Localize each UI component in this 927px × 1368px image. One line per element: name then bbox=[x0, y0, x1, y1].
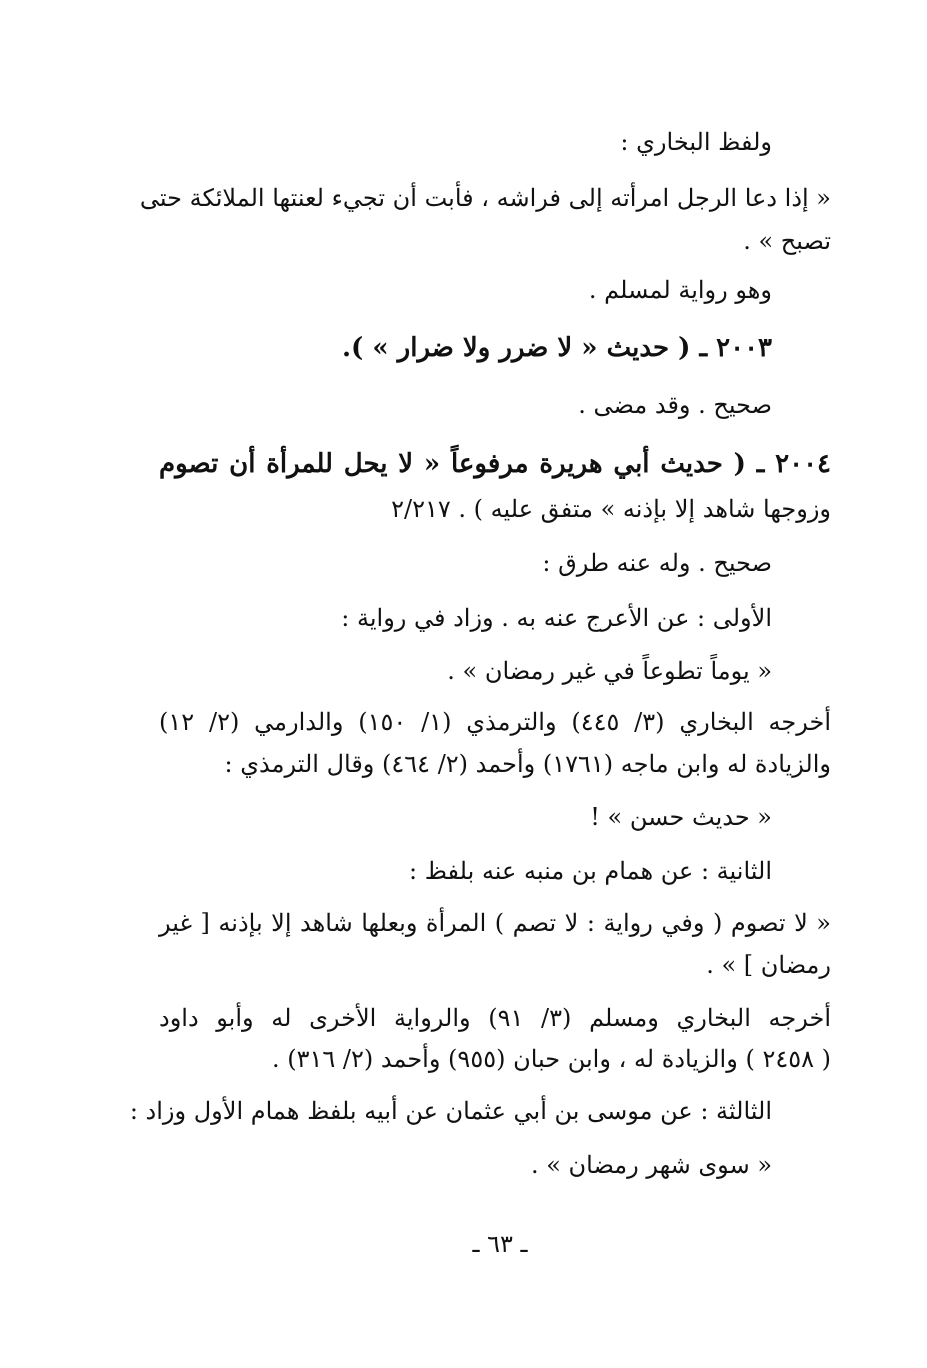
text-line-19: ( ٢٤٥٨ ) والزيادة له ، وابن حبان (٩٥٥) وأحمد (٢/ ٣١٦) . bbox=[271, 1045, 831, 1073]
text-line-9: صحيح . وله عنه طرق : bbox=[542, 549, 772, 577]
text-line-14: « حديث حسن » ! bbox=[590, 803, 772, 831]
text-line-3: تصبح » . bbox=[743, 227, 831, 255]
text-line-11: « يوماً تطوعاً في غير رمضان » . bbox=[447, 657, 772, 685]
text-line-10: الأولى : عن الأعرج عنه به . وزاد في رواية : bbox=[341, 604, 772, 632]
text-line-12: أخرجه البخاري (٣/ ٤٤٥) والترمذي (١/ ١٥٠) والدارمي (٢/ ١٢) bbox=[159, 708, 832, 736]
text-line-6: صحيح . وقد مضى . bbox=[578, 391, 772, 419]
text-line-20: الثالثة : عن موسى بن أبي عثمان عن أبيه بلفظ همام الأول وزاد : bbox=[129, 1097, 772, 1125]
page-number: ـ ٦٣ ـ bbox=[472, 1230, 528, 1258]
text-line-17: رمضان ] » . bbox=[706, 951, 831, 979]
text-line-8: وزوجها شاهد إلا بإذنه » متفق عليه ) . ٢/٢١٧ bbox=[391, 495, 831, 523]
text-line-18: أخرجه البخاري ومسلم (٣/ ٩١) والرواية الأخرى له وأبو داود bbox=[159, 1004, 831, 1032]
text-line-13: والزيادة له وابن ماجه (١٧٦١) وأحمد (٢/ ٤٦٤) وقال الترمذي : bbox=[224, 750, 831, 778]
hadith-2003-heading: ٢٠٠٣ ـ ( حديث « لا ضرر ولا ضرار » ). bbox=[341, 333, 772, 363]
hadith-2004-heading: ٢٠٠٤ ـ ( حديث أبي هريرة مرفوعاً « لا يحل للمرأة أن تصوم bbox=[159, 449, 831, 479]
text-line-2: « إذا دعا الرجل امرأته إلى فراشه ، فأبت أن تجيء لعنتها الملائكة حتى bbox=[139, 184, 831, 212]
text-line-15: الثانية : عن همام بن منبه عنه بلفظ : bbox=[409, 857, 772, 885]
text-line-4: وهو رواية لمسلم . bbox=[588, 276, 772, 304]
text-line-16: « لا تصوم ( وفي رواية : لا تصم ) المرأة وبعلها شاهد إلا بإذنه [ غير bbox=[159, 909, 831, 937]
text-line-1: ولفظ البخاري : bbox=[620, 128, 772, 156]
text-line-21: « سوى شهر رمضان » . bbox=[530, 1151, 772, 1179]
